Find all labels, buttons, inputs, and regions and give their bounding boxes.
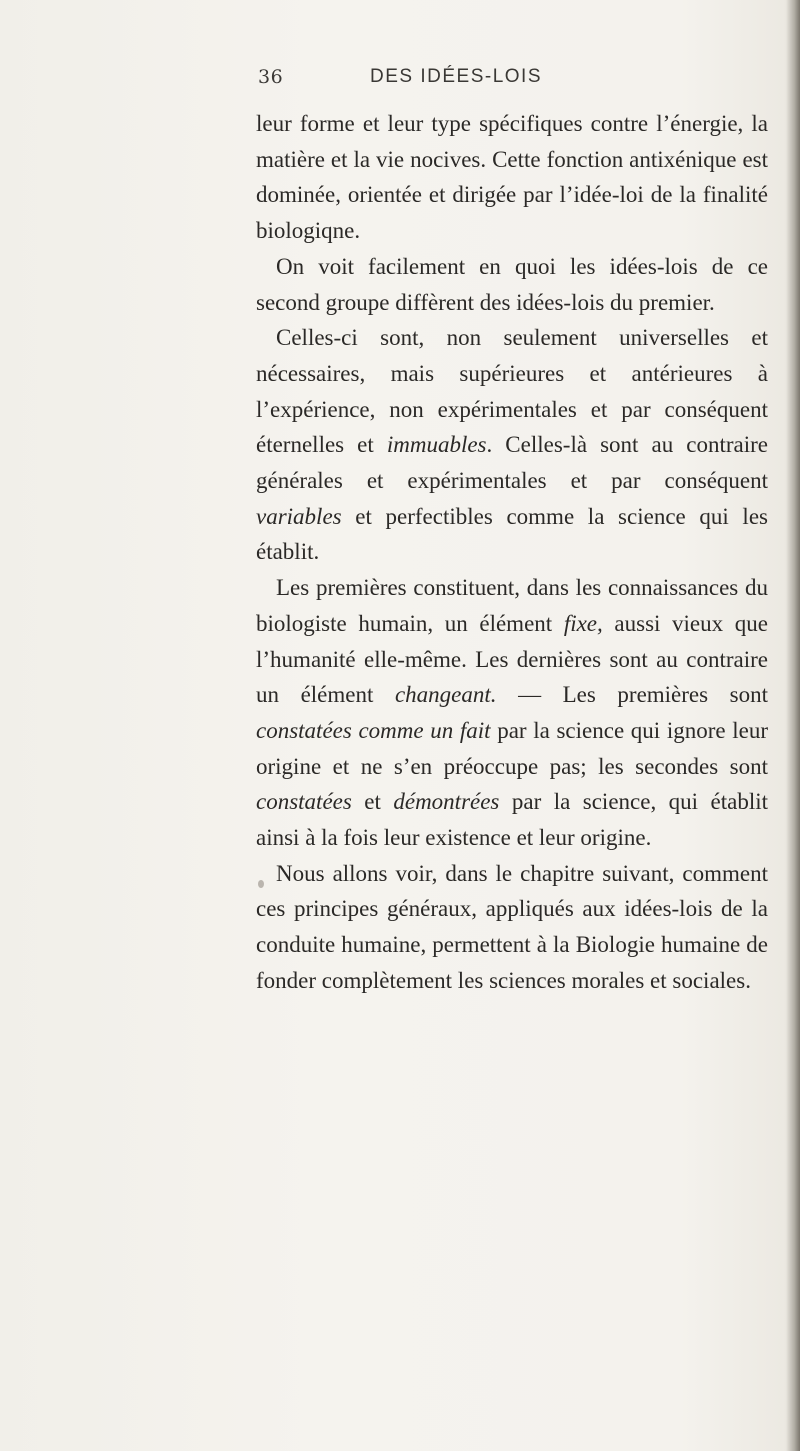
italic-text: démontrées: [393, 789, 500, 815]
text-run: — Les premières sont: [496, 682, 768, 708]
paragraph: [256, 856, 768, 999]
text-run: aussi vieux que l’humanité elle-même. Les dernières sont au contraire un élément: [256, 610, 768, 708]
paragraph: [256, 106, 768, 249]
page-header: [0, 66, 800, 94]
italic-text: constatées comme un fait: [256, 717, 491, 743]
text-run: leur forme et leur type spécifiques contre l’énergie, la matière et la vie nocives. Cette fonction antixénique est dominée, orientée et dirigée par l’idée-loi de la finalité biologiqne.: [256, 111, 768, 244]
paragraph: [256, 249, 768, 320]
italic-text: immuables: [386, 432, 487, 458]
text-run: et perfectibles comme la science qui les établit.: [256, 503, 768, 565]
paper-speck: [258, 880, 264, 888]
text-run: On voit facilement en quoi les idées-lois de ce second groupe diffèrent des idées-lois du premier.: [256, 253, 768, 315]
body-text: [256, 106, 768, 999]
text-run: Nous allons voir, dans le chapitre suivant, comment ces principes généraux, appliqués aux idées-lois de la conduite humaine, permettent à la Biologie humaine de fonder complètement les sciences morales et sociales.: [256, 860, 768, 993]
italic-text: fixe,: [563, 610, 603, 636]
text-run: par la science qui ignore leur origine et ne s’en préoccupe pas; les secondes sont: [256, 717, 768, 779]
italic-text: constatées: [256, 789, 352, 815]
paragraph: [256, 320, 768, 570]
text-run: Les premières constituent, dans les connaissances du biologiste humain, un élément: [256, 575, 768, 636]
page-edge-shadow: [786, 0, 800, 1451]
italic-text: variables: [256, 503, 342, 529]
text-run: . Celles-là sont au contraire générales et expérimentales et par conséquent: [256, 432, 768, 494]
paragraph: [256, 570, 768, 856]
text-run: par la science, qui établit ainsi à la fois leur existence et leur origine.: [256, 789, 768, 851]
text-run: et: [351, 789, 394, 815]
text-run: Celles-ci sont, non seulement universelles et nécessaires, mais supérieures et antérieures à l’expérience, non expérimentales et par conséquent éternelles et: [256, 325, 768, 458]
running-title: DES IDÉES-LOIS: [370, 66, 542, 87]
italic-text: changeant.: [394, 682, 497, 708]
page-number: 36: [258, 66, 284, 88]
